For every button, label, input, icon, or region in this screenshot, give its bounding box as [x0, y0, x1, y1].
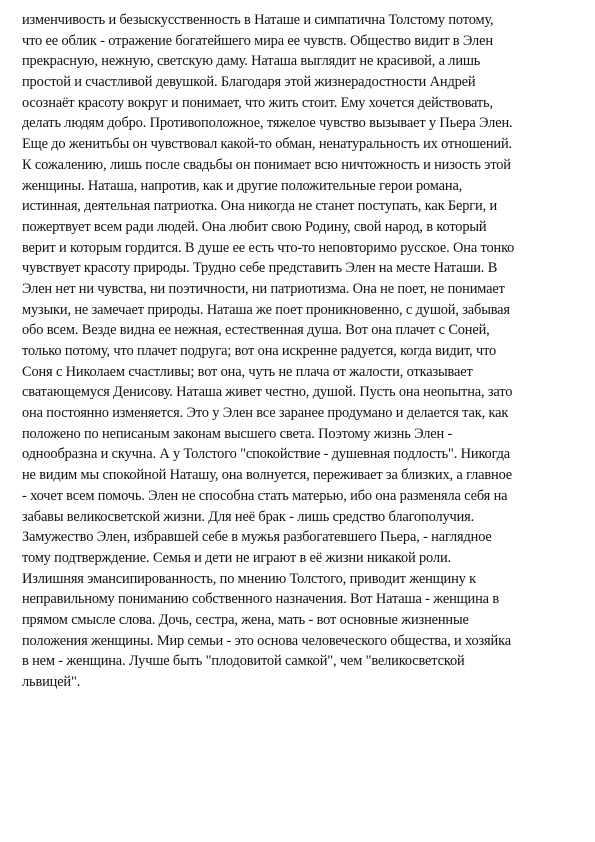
text-line: в нем - женщина. Лучше быть "плодовитой самкой", чем "великосветской — [22, 653, 465, 670]
text-line: простой и счастливой девушкой. Благодаря этой жизнерадостности Андрей — [22, 74, 476, 91]
text-line: львицей". — [22, 674, 81, 690]
text-line: осознаёт красоту вокруг и понимает, что жить стоит. Ему хочется действовать, — [22, 94, 493, 111]
text-line: верит и которым гордится. В душе ее есть что-то неповторимо русское. Она тонко — [22, 239, 515, 256]
text-line: Элен нет ни чувства, ни поэтичности, ни патриотизма. Она не поет, не понимает — [22, 280, 505, 297]
text-line: однообразна и скучна. А у Толстого "спокойствие - душевная подлость". Никогда — [22, 446, 511, 463]
text-line: делать людям добро. Противоположное, тяжелое чувство вызывает у Пьера Элен. — [22, 115, 513, 132]
text-line: тому подтверждение. Семья и дети не играют в её жизни никакой роли. — [22, 549, 451, 566]
text-line: - хочет всем помочь. Элен не способна стать матерью, ибо она разменяла себя на — [22, 487, 508, 504]
text-line: Излишняя эмансипированность, по мнению Толстого, приводит женщину к — [22, 570, 476, 587]
text-line: К сожалению, лишь после свадьбы он понимает всю ничтожность и низость этой — [22, 156, 511, 173]
text-line: Соня с Николаем счастливы; вот она, чуть не плача от жалости, отказывает — [22, 363, 473, 380]
text-line: положения женщины. Мир семьи - это основа человеческого общества, и хозяйка — [22, 632, 511, 649]
text-line: изменчивость и безыскусственность в Наташе и симпатична Толстому потому, — [22, 12, 494, 28]
text-line: Замужество Элен, избравшей себе в мужья разбогатевшего Пьера, - наглядное — [22, 529, 492, 546]
text-line: обо всем. Везде видна ее нежная, естественная душа. Вот она плачет с Соней, — [22, 322, 490, 339]
text-line: неправильному пониманию собственного назначения. Вот Наташа - женщина в — [22, 591, 499, 608]
text-line: забавы великосветской жизни. Для неё брак - лишь средство благополучия. — [22, 508, 475, 525]
text-line: чувствует красоту природы. Трудно себе представить Элен на месте Наташи. В — [22, 260, 498, 277]
text-line: она постоянно изменяется. Это у Элен все заранее продумано и делается так, как — [22, 405, 509, 422]
text-line: что ее облик - отражение богатейшего мира ее чувств. Общество видит в Элен — [22, 32, 493, 49]
text-line: прекрасную, нежную, светскую даму. Наташа выглядит не красивой, а лишь — [22, 53, 481, 70]
text-line: женщины. Наташа, напротив, как и другие положительные герои романа, — [22, 177, 463, 194]
body-text — [22, 10, 582, 693]
text-line: сватающемуся Денисову. Наташа живет честно, душой. Пусть она неопытна, зато — [22, 384, 513, 401]
text-line: не видим мы спокойной Наташу, она волнуется, переживает за близких, а главное — [22, 467, 513, 484]
text-line: только потому, что плачет подруга; вот она искренне радуется, когда видит, что — [22, 343, 497, 359]
text-line: пожертвует всем ради людей. Она любит свою Родину, свой народ, в который — [22, 218, 487, 235]
text-line: музыки, не замечает природы. Наташа же поет проникновенно, с душой, забывая — [22, 301, 510, 318]
text-line: истинная, деятельная патриотка. Она никогда не станет поступать, как Берги, и — [22, 198, 498, 215]
text-line: положено по неписаным законам высшего света. Поэтому жизнь Элен - — [22, 425, 453, 442]
text-line: Еще до женитьбы он чувствовал какой-то обман, ненатуральность их отношений. — [22, 136, 512, 153]
text-line: прямом смысле слова. Дочь, сестра, жена, мать - вот основные жизненные — [22, 611, 469, 628]
